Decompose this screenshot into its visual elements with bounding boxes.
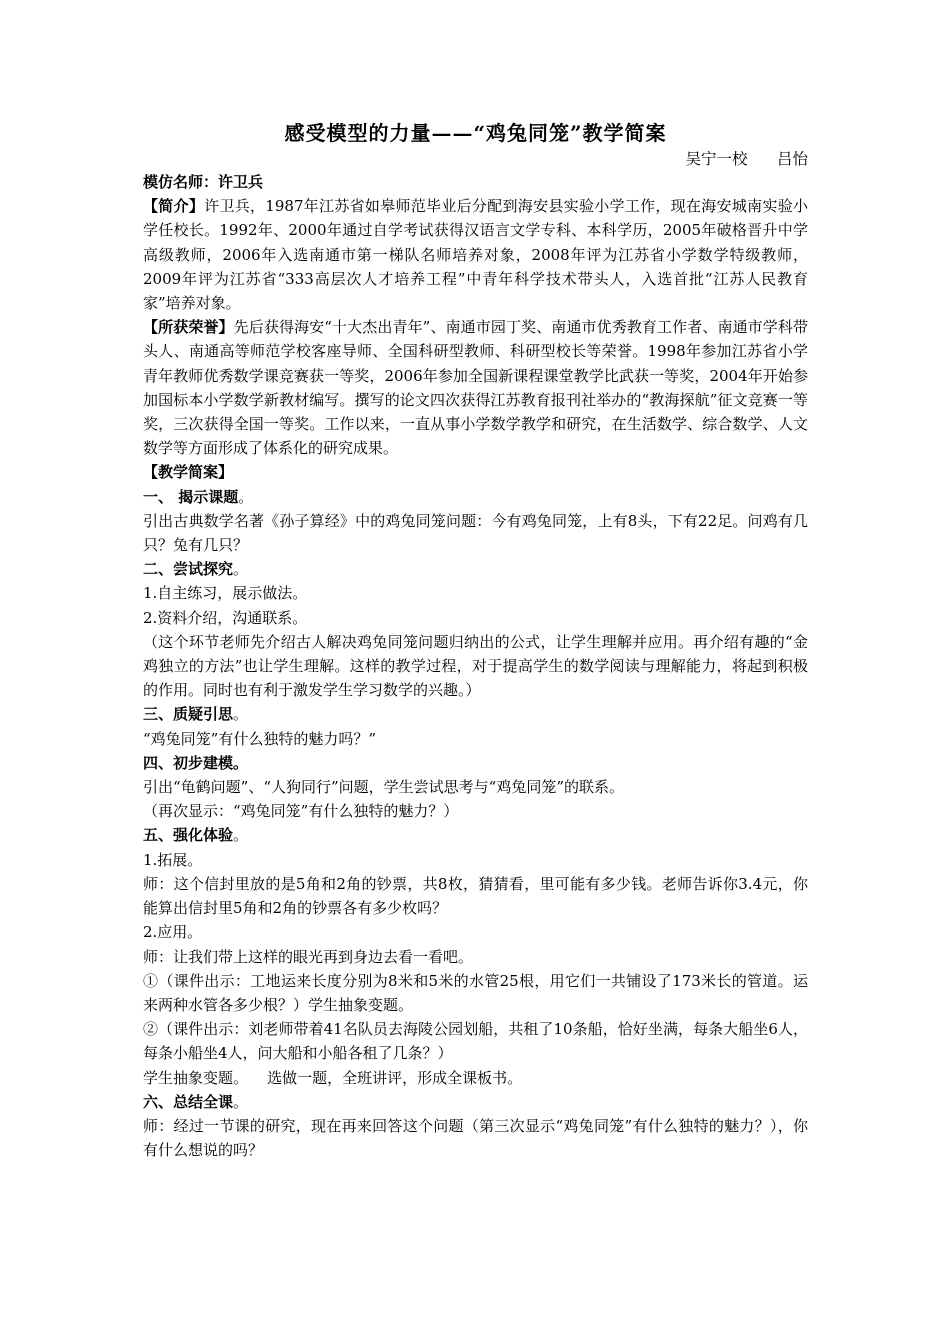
section-4-note: （再次显示：“鸡兔同笼”有什么独特的魅力？） — [143, 802, 459, 821]
honors-text: 先后获得海安“十大杰出青年”、南通市园丁奖、南通市优秀教育工作者、南通市学科带头人、南通高等师范学校客座导师、全国科研型教师、科研型校长等荣誉。1998年参加江苏省小学青年教师优秀数学课竞赛获一等奖，2006年参加全国新课程课堂教学比武获一等奖，2004年开始参加国标本小学数学新教材编写。撰写的论文四次获得江苏教育报刊社举办的“教海探航”征文竞赛一等奖，三次获得全国一等奖。工作以来，一直从事小学数学教学和研究，在生活数学、综合数学、人文数学等方面形成了体系化的研究成果。 — [143, 318, 808, 458]
intro-text: 许卫兵，1987年江苏省如皋师范毕业后分配到海安县实验小学工作，现在海安城南实验小学任校长。1992年、2000年通过自学考试获得汉语言文学专科、本科学历，2005年破格晋升中学高级教师，2006年入选南通市第一梯队名师培养对象，2008年评为江苏省小学数学特级教师，2009年评为江苏省“333高层次人才培养工程”中青年科学技术带头人，入选首批“江苏人民教育家”培养对象。 — [143, 197, 808, 313]
section-1-tail: 。 — [238, 487, 254, 506]
section-5-item-2: 2.应用。 — [143, 923, 203, 942]
section-2-item-1: 1.自主练习，展示做法。 — [143, 584, 308, 603]
section-5-heading — [143, 823, 808, 847]
section-5-item-2-text: 师：让我们带上这样的眼光再到身边去看一看吧。 — [143, 947, 474, 966]
document-title: 感受模型的力量——“鸡兔同笼”教学简案 — [284, 121, 667, 145]
section-5-case-1: ①（课件出示：工地运来长度分别为8米和5米的水管25根，用它们一共铺设了173米长的管道。运来两种水管各多少根？）学生抽象变题。 — [143, 971, 808, 1014]
section-2-title: 二、尝试探究 — [143, 560, 234, 579]
section-6-heading — [143, 1090, 808, 1114]
section-6-text: 师：经过一节课的研究，现在再来回答这个问题（第三次显示“鸡兔同笼”有什么独特的魅力？），你有什么想说的吗？ — [143, 1116, 808, 1160]
section-1-title: 一、 揭示课题 — [143, 487, 239, 506]
section-2-note: （这个环节老师先介绍古人解决鸡兔同笼问题归纳出的公式，让学生理解并应用。再介绍有趣的“金鸡独立的方法”也让学生理解。这样的教学过程，对于提高学生的数学阅读与理解能力，将起到积极的作用。同时也有利于激发学生学习数学的兴趣。） — [143, 632, 808, 700]
section-3-text: “鸡兔同笼”有什么独特的魅力吗？” — [143, 729, 377, 748]
intro-label: 【简介】 — [143, 197, 205, 216]
author-line: 吴宁一校 吕怡 — [685, 150, 808, 168]
plan-heading: 【教学简案】 — [143, 463, 234, 482]
section-5-item-1-text: 师：这个信封里放的是5角和2角的钞票，共8枚，猜猜看，里可能有多少钱。老师告诉你3.4元，你能算出信封里5角和2角的钞票各有多少枚吗？ — [143, 874, 808, 918]
section-4-heading: 四、初步建模。 — [143, 753, 249, 772]
section-2-item-2: 2.资料介绍，沟通联系。 — [143, 608, 308, 627]
section-5-title: 五、强化体验 — [143, 826, 234, 845]
intro-paragraph — [143, 194, 808, 315]
section-2-tail: 。 — [233, 560, 249, 579]
mentor-line: 模仿名师：许卫兵 — [143, 173, 264, 191]
section-6-tail: 。 — [233, 1092, 249, 1111]
section-5-item-1: 1.拓展。 — [143, 850, 203, 869]
section-3-heading — [143, 702, 808, 726]
section-1-text: 引出古典数学名著《孙子算经》中的鸡兔同笼问题：今有鸡兔同笼，上有8头，下有22足。问鸡有几只？兔有几只？ — [143, 511, 808, 555]
section-6-title: 六、总结全课 — [143, 1092, 234, 1111]
section-4-text: 引出“龟鹤问题”、“人狗同行”问题，学生尝试思考与“鸡兔同笼”的联系。 — [143, 778, 625, 797]
honors-label: 【所获荣誉】 — [143, 318, 234, 337]
honors-paragraph — [143, 315, 808, 460]
document-body — [143, 118, 808, 1162]
section-2-heading — [143, 557, 808, 581]
section-3-title: 三、质疑引思 — [143, 705, 234, 724]
section-3-tail: 。 — [233, 705, 249, 724]
section-5-end: 学生抽象变题。 选做一题，全班讲评，形成全课板书。 — [143, 1068, 523, 1087]
section-1-heading — [143, 485, 808, 509]
section-5-case-2: ②（课件出示：刘老师带着41名队员去海陵公园划船，共租了10条船，恰好坐满，每条大船坐6人，每条小船坐4人，问大船和小船各租了几条？） — [143, 1020, 808, 1063]
section-5-tail: 。 — [233, 826, 249, 845]
